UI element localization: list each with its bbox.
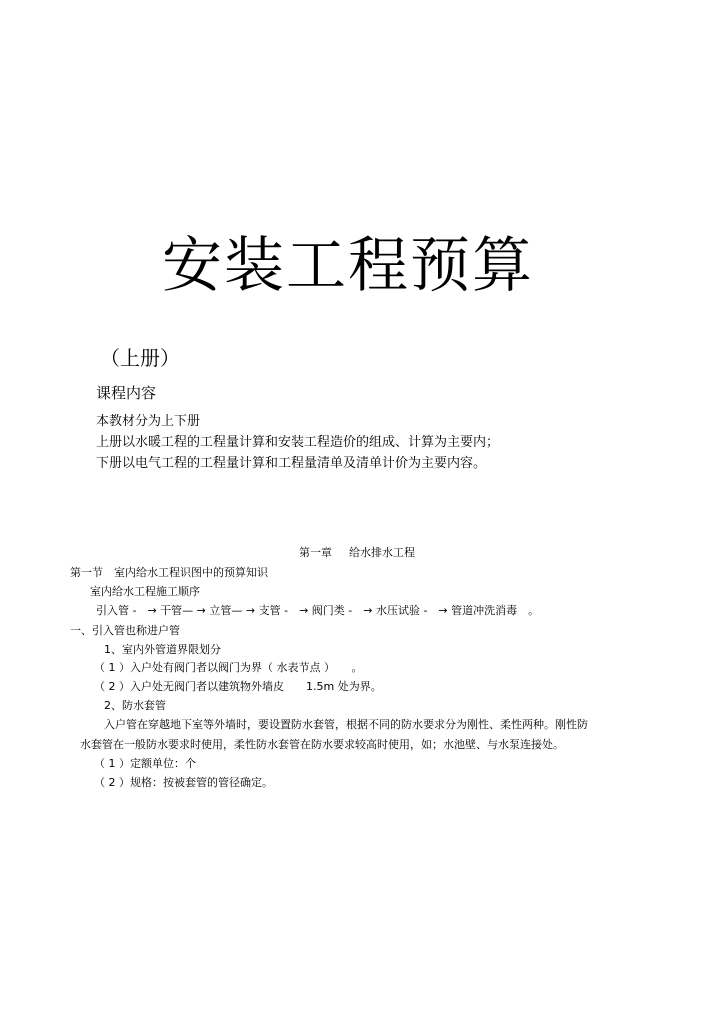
course-heading: 课程内容 xyxy=(96,384,157,402)
item-1-heading: 1、室内外管道界限划分 xyxy=(104,643,221,656)
volume-label: （上册） xyxy=(100,346,180,370)
item-1-a: （ 1 ）入户处有阀门者以阀门为界（ 水表节点 ） 。 xyxy=(94,661,363,674)
part-1-heading: 一、引入管也称进户管 xyxy=(70,624,180,637)
course-line-1: 本教材分为上下册 xyxy=(96,414,201,429)
item-2-para-1: 入户管在穿越地下室等外墙时，要设置防水套管，根据不同的防水要求分为刚性、柔性两种。刚性防 xyxy=(104,718,588,731)
item-2-para-2: 水套管在一般防水要求时使用，柔性防水套管在防水要求较高时使用，如；水池壁、与水泵连接处。 xyxy=(80,738,564,751)
item-2-unit: （ 1 ）定额单位：个 xyxy=(94,757,196,770)
section-heading: 第一节 室内给水工程识图中的预算知识 xyxy=(70,566,268,579)
document-title: 安装工程预算 xyxy=(162,231,534,301)
item-2-heading: 2、防水套管 xyxy=(104,699,166,712)
construction-sequence: 引入管 - → 干管— → 立管— → 支管 - → 阀门类 - → 水压试验 - → 管道冲洗消毒 。 xyxy=(96,604,540,617)
chapter-number: 第一章 xyxy=(299,546,332,559)
item-1-b: （ 2 ）入户处无阀门者以建筑物外墙皮 1.5m 处为界。 xyxy=(94,680,382,693)
item-2-spec: （ 2 ）规格：按被套管的管径确定。 xyxy=(94,776,273,789)
course-line-2: 上册以水暖工程的工程量计算和安装工程造价的组成、计算为主要内； xyxy=(96,435,500,450)
subheading: 室内给水工程施工顺序 xyxy=(90,585,200,598)
course-line-3: 下册以电气工程的工程量计算和工程量清单及清单计价为主要内容。 xyxy=(96,456,487,471)
chapter-name: 给水排水工程 xyxy=(349,546,415,559)
